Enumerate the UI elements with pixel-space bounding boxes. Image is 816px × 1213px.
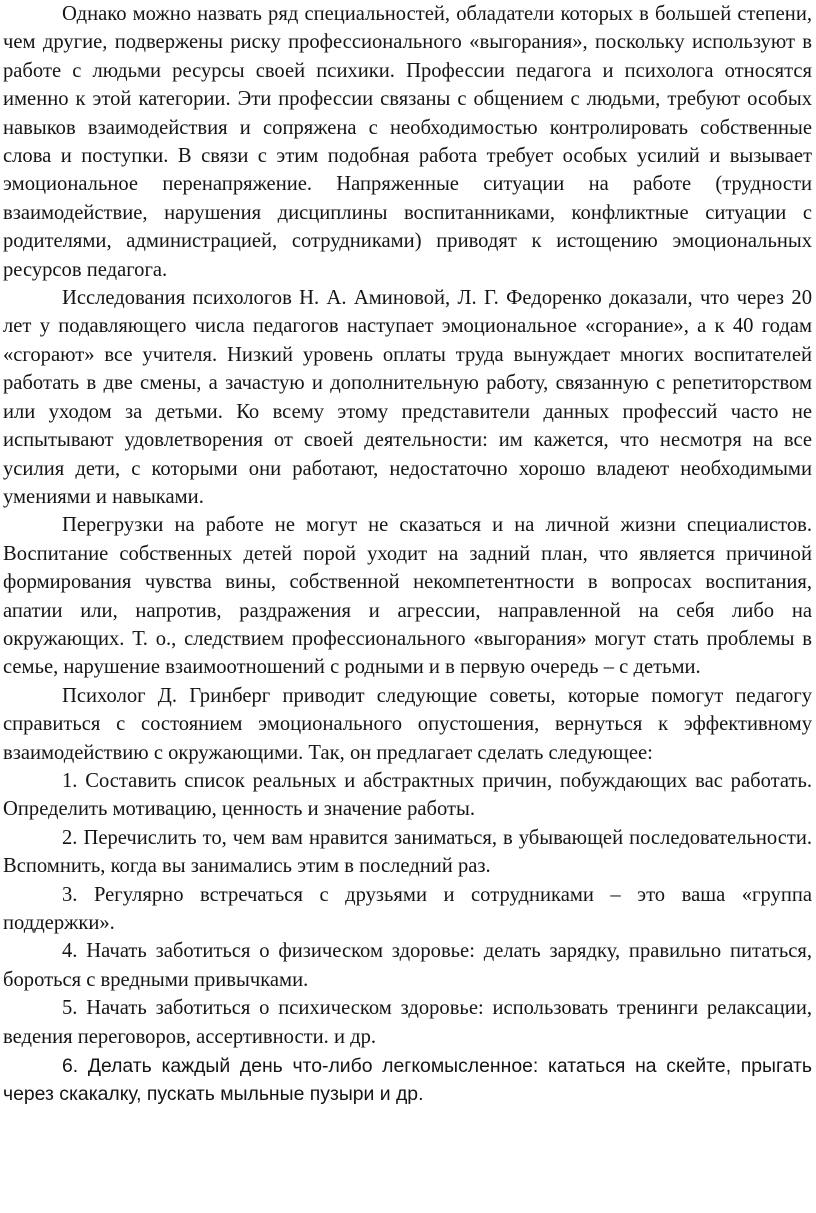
paragraph-personal-life: Перегрузки на работе не могут не сказаться и на личной жизни специалистов. Воспитание собственных детей порой уходит на задний план, что является причиной формирования чувства вины, собственной некомпетентности в вопросах воспитания, апатии или, напротив, раздражения и агрессии, направленной на себя либо на окружающих. Т. о., следствием профессионального «выгорания» могут стать проблемы в семье, нарушение взаимоотношений с родными и в первую очередь – с детьми. <box>3 514 812 679</box>
paragraph-research: Исследования психологов Н. А. Аминовой, Л. Г. Федоренко доказали, что через 20 лет у подавляющего числа педагогов наступает эмоциональное «сгорание», а к 40 годам «сгорают» все учителя. Низкий уровень оплаты труда вынуждает многих воспитателей работать в две смены, а зачастую и дополнительную работу, связанную с репетиторством или уходом за детьми. Ко всему этому представители данных профессий часто не испытывают удовлетворения от своей деятельности: им кажется, что несмотря на все усилия дети, с которыми они работают, недостаточно хорошо владеют необходимыми умениями и навыками. <box>3 287 812 508</box>
list-item-5: 5. Начать заботиться о психическом здоровье: использовать тренинги релаксации, ведения переговоров, ассертивности. и др. <box>3 997 812 1048</box>
list-item-4: 4. Начать заботиться о физическом здоровье: делать зарядку, правильно питаться, бороться с вредными привычками. <box>3 940 812 991</box>
list-item-1: 1. Составить список реальных и абстрактных причин, побуждающих вас работать. Определить мотивацию, ценность и значение работы. <box>3 769 812 821</box>
list-item-3: 3. Регулярно встречаться с друзьями и сотрудниками – это ваша «группа поддержки». <box>3 883 812 934</box>
paragraph-burnout-professions: Однако можно назвать ряд специальностей, обладатели которых в большей степени, чем другие, подвержены риску профессионального «выгорания», поскольку используют в работе с людьми ресурсы своей психики. Профессии педагога и психолога относятся именно к этой категории. Эти профессии связаны с общением с людьми, требуют особых навыков взаимодействия и сопряжена с необходимостью контролировать собственные слова и поступки. В связи с этим подобная работа требует особых усилий и вызывает эмоциональное перенапряжение. Напряженные ситуации на работе (трудности взаимодействие, нарушения дисциплины воспитанниками, конфликтные ситуации с родителями, администрацией, сотрудниками) приводят к истощению эмоциональных ресурсов педагога. <box>3 3 812 281</box>
list-item-2: 2. Перечислить то, чем вам нравится заниматься, в убывающей последовательности. Вспомнить, когда вы занимались этим в последний раз. <box>3 826 812 878</box>
paragraph-greenberg-advice: Психолог Д. Гринберг приводит следующие советы, которые помогут педагогу справиться с состоянием эмоционального опустошения, вернуться к эффективному взаимодействию с окружающими. Так, он предлагает сделать следующее: <box>3 684 812 764</box>
list-item-6: 6. Делать каждый день что-либо легкомысленное: кататься на скейте, прыгать через скакалку, пускать мыльные пузыри и др. <box>3 1055 812 1106</box>
